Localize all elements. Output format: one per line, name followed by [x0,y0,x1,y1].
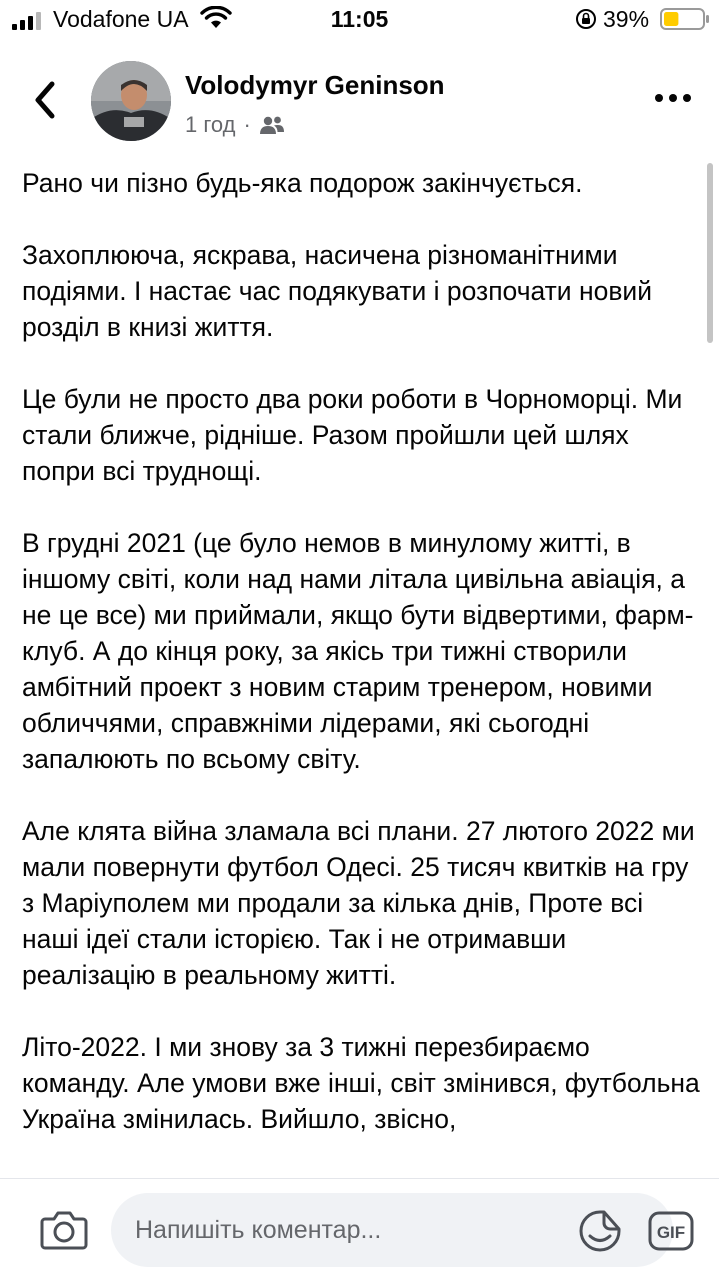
clock-time: 11:05 [330,6,389,32]
wifi-icon [200,6,232,30]
post-paragraph: Це були не просто два роки роботи в Чорноморці. Ми стали ближче, рідніше. Разом пройшли цей шлях попри всі труднощі. [22,384,683,486]
carrier-name: Vodafone UA [53,6,189,32]
post-header [0,50,719,150]
post-paragraph: Літо-2022. І ми знову за 3 тижні перезбираємо команду. Але умови вже інші, світ змінився, футбольна Україна змінилась. Вийшло, звісно, [22,1032,700,1134]
sticker-icon[interactable] [578,1209,622,1253]
status-bar [0,0,719,40]
meta-separator: · [243,112,251,137]
svg-text:GIF: GIF [656,1223,686,1242]
comment-placeholder: Напишіть коментар... [135,1216,382,1244]
orientation-lock-icon [575,8,597,30]
back-chevron-icon[interactable] [28,78,64,122]
post-time[interactable]: 1 год [185,112,236,137]
scrollbar[interactable] [707,163,713,343]
post-paragraph: В грудні 2021 (це було немов в минулому житті, в іншому світі, коли над нами літала цивільна авіація, а не це все) ми приймали, якщо бути відвертими, фарм-клуб. А до кінця року, за якісь три тижні створили амбітний проект з новим старим тренером, новими обличчями, справжніми лідерами, які сьогодні запалюють по всьому світу. [22,528,694,774]
author-name[interactable]: Volodymyr Geninson [185,70,445,100]
avatar-photo [91,61,171,141]
more-dots-icon[interactable] [653,88,693,108]
signal-icon [12,12,46,30]
post-paragraph: Захоплююча, яскрава, насичена різноманітними подіями. І настає час подякувати і розпочати новий розділ в книзі життя. [22,240,653,342]
post-paragraph: Але клята війна зламала всі плани. 27 лютого 2022 ми мали повернути футбол Одесі. 25 тисяч квитків на гру з Маріуполем ми продали за кілька днів, Проте всі наші ідеї стали історією. Так і не отримавши реалізацію в реальному житті. [22,816,695,990]
comment-input[interactable] [111,1193,686,1267]
post-meta [185,112,285,138]
friends-icon [259,115,285,135]
post-paragraph: Рано чи пізно будь-яка подорож закінчується. [22,168,583,198]
battery-icon [660,8,710,30]
gif-icon[interactable] [648,1211,694,1251]
post-text [22,165,702,1175]
camera-icon[interactable] [40,1207,88,1251]
author-avatar[interactable] [91,61,171,141]
comment-bar [0,1178,719,1280]
battery-percent: 39% [603,6,650,32]
